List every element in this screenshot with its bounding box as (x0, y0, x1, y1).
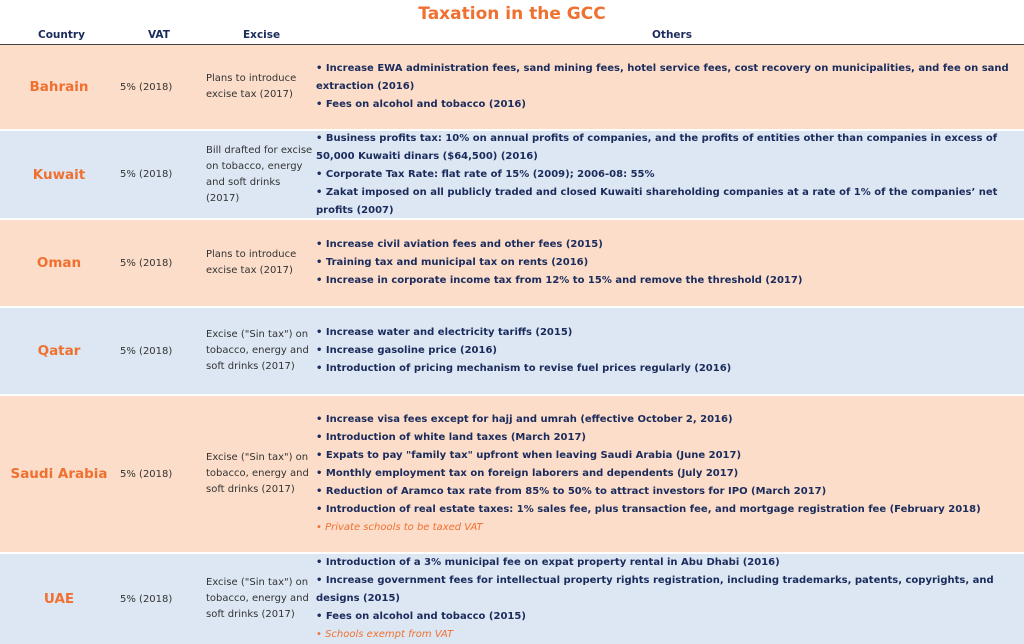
vat-value: 5% (2018) (120, 257, 173, 269)
others-list (316, 308, 1016, 394)
others-item: • Expats to pay "family tax" upfront when leaving Saudi Arabia (June 2017) (316, 450, 742, 461)
others-item: • Increase EWA administration fees, sand mining fees, hotel service fees, cost recovery on municipalities, and fee on sand extraction (2016) (316, 63, 1009, 92)
table-row (0, 45, 1024, 131)
others-item: • Introduction of a 3% municipal fee on expat property rental in Abu Dhabi (2016) (316, 557, 780, 568)
others-item: • Zakat imposed on all publicly traded and closed Kuwaiti shareholding companies at a rate of 1% of the companies’ net profits (2007) (316, 186, 998, 216)
table-row (0, 308, 1024, 396)
country-name: Qatar (37, 343, 81, 359)
country-name: Kuwait (32, 166, 86, 183)
country-name: UAE (43, 591, 75, 607)
others-item: • Increase civil aviation fees and other fees (2015) (316, 239, 603, 250)
country-name: Bahrain (29, 79, 89, 95)
excise-value: Plans to introduce excise tax (2017) (206, 249, 297, 276)
excise-value: Excise ("Sin tax") on tobacco, energy and soft drinks (2017) (206, 452, 309, 495)
others-item: • Training tax and municipal tax on rents (2016) (316, 257, 589, 268)
others-list (316, 554, 1016, 644)
others-list (316, 45, 1016, 129)
header-excise: Excise (243, 29, 281, 41)
others-item: • Fees on alcohol and tobacco (2015) (316, 611, 526, 622)
others-list (316, 131, 1016, 218)
others-item: • Increase government fees for intellectual property rights registration, including trademarks, patents, copyrights, and designs (2015) (316, 575, 994, 604)
vat-value: 5% (2018) (120, 169, 173, 180)
vat-value: 5% (2018) (120, 345, 173, 357)
page-title: Taxation in the GCC (418, 4, 606, 24)
others-item: • Introduction of pricing mechanism to revise fuel prices regularly (2016) (316, 363, 732, 374)
others-list (316, 220, 1016, 306)
table-row (0, 396, 1024, 554)
header-country: Country (38, 29, 85, 41)
others-item: • Monthly employment tax on foreign laborers and dependents (July 2017) (316, 468, 739, 479)
table-row (0, 220, 1024, 308)
others-item: • Increase water and electricity tariffs (2015) (316, 327, 573, 338)
others-note: • Schools exempt from VAT (316, 629, 454, 640)
others-item: • Introduction of white land taxes (March 2017) (316, 432, 586, 443)
table-header (0, 28, 1024, 45)
others-list (316, 396, 1016, 552)
vat-value: 5% (2018) (120, 81, 173, 93)
country-name: Oman (36, 255, 82, 271)
others-item: • Increase in corporate income tax from 12% to 15% and remove the threshold (2017) (316, 275, 803, 286)
excise-value: Excise ("Sin tax") on tobacco, energy and soft drinks (2017) (206, 577, 309, 620)
header-others: Others (652, 29, 692, 41)
others-item: • Increase visa fees except for hajj and umrah (effective October 2, 2016) (316, 414, 733, 425)
excise-value: Bill drafted for excise on tobacco, energy and soft drinks (2017) (206, 144, 313, 204)
others-item: • Reduction of Aramco tax rate from 85% to 50% to attract investors for IPO (March 2017) (316, 486, 827, 497)
others-item: • Business profits tax: 10% on annual profits of companies, and the profits of entities other than companies in excess of 50,000 Kuwaiti dinars ($64,500) (2016) (316, 132, 998, 162)
others-item: • Fees on alcohol and tobacco (2016) (316, 99, 526, 110)
table-row (0, 554, 1024, 644)
table-row (0, 131, 1024, 220)
others-item: • Increase gasoline price (2016) (316, 345, 497, 356)
others-item: • Introduction of real estate taxes: 1% sales fee, plus transaction fee, and mortgage registration fee (February 2018) (316, 504, 981, 515)
vat-value: 5% (2018) (120, 593, 173, 605)
country-name: Saudi Arabia (10, 466, 108, 482)
header-vat: VAT (148, 29, 170, 41)
excise-value: Plans to introduce excise tax (2017) (206, 73, 297, 100)
vat-value: 5% (2018) (120, 468, 173, 480)
excise-value: Excise ("Sin tax") on tobacco, energy and soft drinks (2017) (206, 329, 309, 372)
others-note: • Private schools to be taxed VAT (316, 522, 483, 533)
others-item: • Corporate Tax Rate: flat rate of 15% (2009); 2006-08: 55% (316, 168, 655, 180)
